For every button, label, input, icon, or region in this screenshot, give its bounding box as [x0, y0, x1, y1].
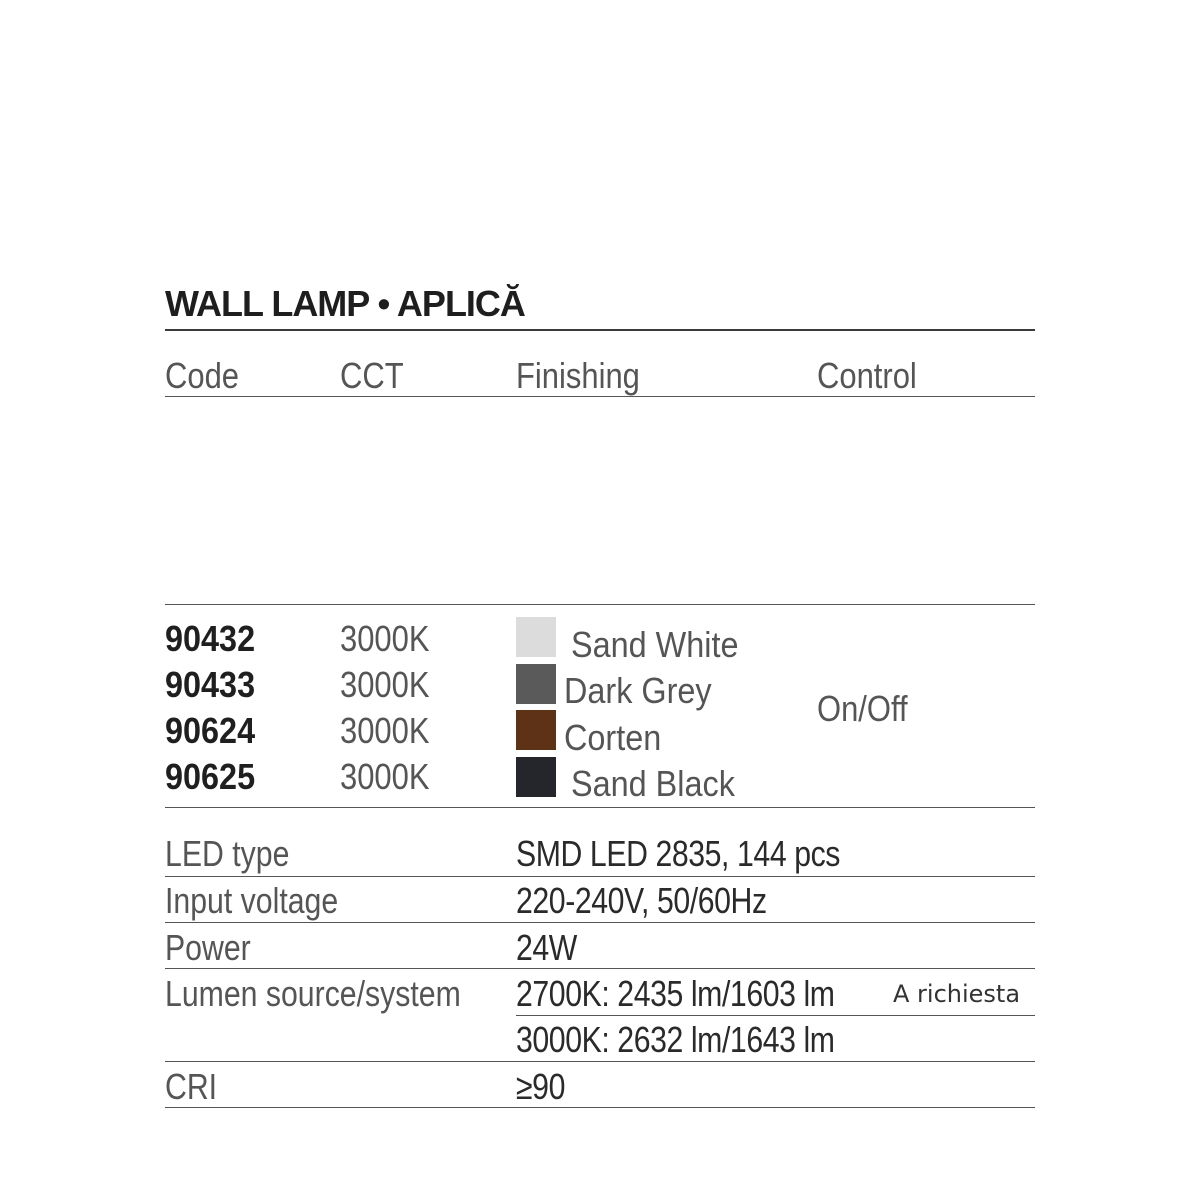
title-divider — [165, 329, 1035, 331]
header-divider — [165, 396, 1035, 397]
spec-value: 220-240V, 50/60Hz — [516, 880, 767, 921]
on-request-note: A richiesta — [893, 980, 1021, 1008]
header-code: Code — [165, 355, 240, 396]
spec-divider — [165, 922, 1035, 923]
spec-divider — [165, 876, 1035, 877]
finish-label: Dark Grey — [564, 670, 712, 711]
spec-label: LED type — [165, 833, 290, 874]
spec-value: 2700K: 2435 lm/1603 lm — [516, 973, 835, 1014]
table-bottom-divider — [165, 807, 1035, 808]
spec-value: 24W — [516, 927, 577, 968]
spec-value: SMD LED 2835, 144 pcs — [516, 833, 841, 874]
product-code: 90433 — [165, 664, 256, 705]
spec-label: Input voltage — [165, 880, 339, 921]
finish-label: Sand White — [571, 624, 739, 665]
spec-value: 3000K: 2632 lm/1643 lm — [516, 1019, 835, 1060]
header-control: Control — [817, 355, 917, 396]
finish-swatch — [516, 664, 556, 704]
spec-label: Lumen source/system — [165, 973, 461, 1014]
table-top-divider — [165, 604, 1035, 605]
product-cct: 3000K — [340, 756, 430, 797]
finish-swatch — [516, 757, 556, 797]
header-cct: CCT — [340, 355, 404, 396]
product-code: 90625 — [165, 756, 256, 797]
product-cct: 3000K — [340, 664, 430, 705]
page-title: WALL LAMP • APLICĂ — [165, 283, 525, 324]
product-cct: 3000K — [340, 710, 430, 751]
spec-divider — [165, 968, 1035, 969]
finish-swatch — [516, 710, 556, 750]
control-value: On/Off — [817, 688, 908, 729]
spec-divider — [165, 1061, 1035, 1062]
product-code: 90432 — [165, 618, 256, 659]
product-spec-sheet — [165, 0, 1035, 1200]
spec-label: Power — [165, 927, 251, 968]
spec-divider — [516, 1015, 1035, 1016]
finish-label: Corten — [564, 717, 662, 758]
finish-label: Sand Black — [571, 763, 735, 804]
spec-divider — [165, 1107, 1035, 1108]
header-finishing: Finishing — [516, 355, 640, 396]
spec-value: ≥90 — [516, 1066, 565, 1107]
spec-label: CRI — [165, 1066, 218, 1107]
product-code: 90624 — [165, 710, 256, 751]
product-cct: 3000K — [340, 618, 430, 659]
finish-swatch — [516, 617, 556, 657]
